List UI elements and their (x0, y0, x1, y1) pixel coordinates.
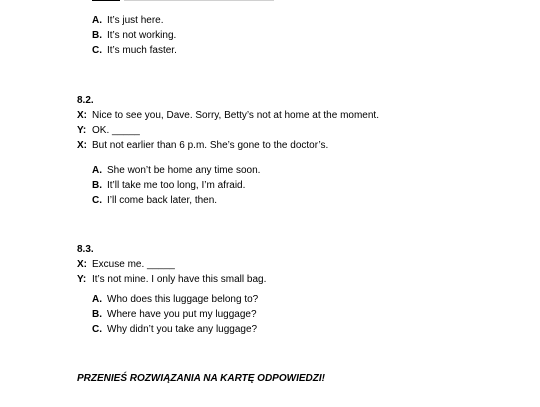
option-b (92, 30, 176, 42)
clipped-previous-line (92, 0, 282, 2)
option-letter: C. (92, 324, 102, 335)
option-letter: A. (92, 15, 102, 26)
transfer-answers-instruction: PRZENIEŚ ROZWIĄZANIA NA KARTĘ ODPOWIEDZI! (77, 373, 325, 384)
option-letter: C. (92, 195, 102, 206)
option-c (92, 324, 257, 336)
dialogue-line (77, 259, 175, 271)
option-letter: B. (92, 30, 102, 41)
option-letter: C. (92, 45, 102, 56)
option-a (92, 15, 164, 27)
speaker-label: X: (77, 110, 87, 121)
speaker-label: X: (77, 259, 87, 270)
option-text: I’ll come back later, then. (107, 195, 218, 206)
option-text: She won’t be home any time soon. (107, 165, 261, 176)
option-text: Why didn’t you take any luggage? (107, 324, 258, 335)
option-a (92, 165, 260, 177)
question-number-8-3: 8.3. (77, 244, 94, 255)
option-b (92, 180, 245, 192)
option-letter: A. (92, 165, 102, 176)
speaker-label: Y: (77, 274, 87, 285)
dialogue-text: OK. _____ (92, 125, 140, 136)
option-a (92, 294, 258, 306)
dialogue-text: But not earlier than 6 p.m. She’s gone to the doctor’s. (92, 140, 329, 151)
option-letter: B. (92, 309, 102, 320)
option-text: Who does this luggage belong to? (107, 294, 259, 305)
dialogue-line (77, 110, 379, 122)
speaker-label: X: (77, 140, 87, 151)
option-b (92, 309, 257, 321)
clipped-text (124, 0, 274, 1)
dialogue-line (77, 140, 328, 152)
option-text: It’ll take me too long, I’m afraid. (107, 180, 246, 191)
option-c (92, 45, 177, 57)
option-c (92, 195, 217, 207)
dialogue-text: Nice to see you, Dave. Sorry, Betty’s not at home at the moment. (92, 110, 379, 121)
option-text: It’s just here. (107, 15, 164, 26)
dialogue-text: It’s not mine. I only have this small bag. (92, 274, 267, 285)
option-text: It’s not working. (107, 30, 177, 41)
dialogue-line (77, 274, 266, 286)
speaker-label: Y: (77, 125, 87, 136)
option-letter: B. (92, 180, 102, 191)
answer-blank (92, 0, 120, 1)
option-text: It’s much faster. (107, 45, 177, 56)
option-text: Where have you put my luggage? (107, 309, 257, 320)
dialogue-text: Excuse me. _____ (92, 259, 175, 270)
option-letter: A. (92, 294, 102, 305)
question-number-8-2: 8.2. (77, 95, 94, 106)
dialogue-line (77, 125, 140, 137)
